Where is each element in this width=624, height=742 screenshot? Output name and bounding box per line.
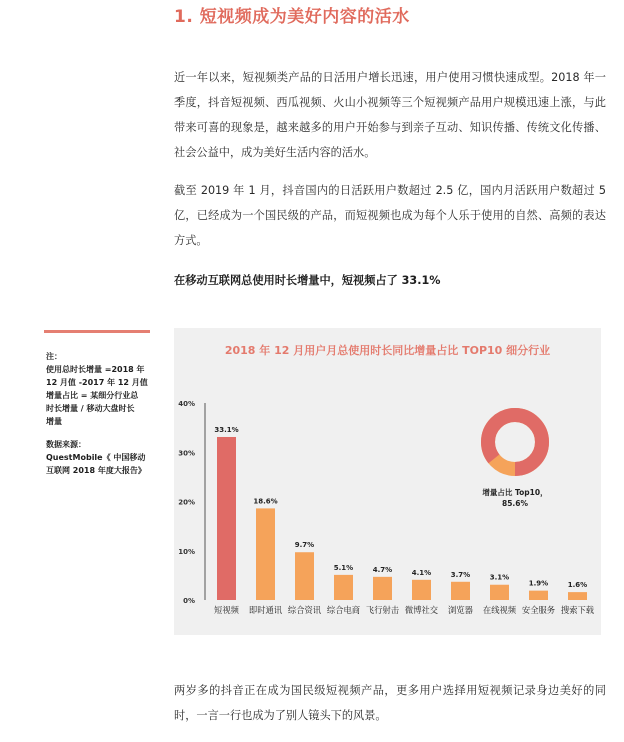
article-title: 1. 短视频成为美好内容的活水 — [174, 7, 410, 27]
closing-paragraph: 两岁多的抖音正在成为国民级短视频产品，更多用户选择用短视频记录身边美好的同时，一言一行也成为了别人镜头下的风景。 — [174, 684, 606, 722]
bar-value-label: 4.7% — [372, 565, 393, 574]
bar-chart — [174, 328, 601, 635]
y-tick-label: 0% — [183, 597, 195, 605]
bar-value-label: 4.1% — [411, 568, 432, 577]
bar-value-label: 1.6% — [567, 581, 588, 590]
bar-value-label: 1.9% — [528, 579, 549, 588]
x-tick-label: 综合资讯 — [287, 605, 322, 615]
x-tick-label: 安全服务 — [521, 605, 556, 615]
x-tick-label: 综合电商 — [326, 605, 361, 615]
bar-value-label: 5.1% — [333, 563, 354, 572]
bar-即时通讯 — [256, 508, 275, 600]
stats-paragraph: 截至 2019 年 1 月，抖音国内的日活跃用户数超过 2.5 亿，国内月活跃用户数超过 5 亿，已经成为一个国民级的产品，而短视频也成为每个人乐于使用的自然、高频的表达方式。 — [174, 184, 606, 247]
bar-综合电商 — [334, 575, 353, 600]
bar-飞行射击 — [373, 577, 392, 600]
y-tick-label: 10% — [178, 547, 195, 556]
bar-综合资讯 — [295, 552, 314, 600]
bar-浏览器 — [451, 582, 470, 600]
chart-footnote — [46, 350, 156, 477]
y-tick-label: 20% — [178, 498, 195, 507]
y-tick-label: 40% — [178, 400, 195, 408]
bar-搜索下载 — [568, 592, 587, 600]
donut-label: 增量占比 Top10， — [482, 488, 548, 497]
sidebar-divider — [44, 330, 150, 333]
x-tick-label: 短视频 — [214, 605, 239, 615]
note-text: 使用总时长增量 =2018 年 12 月值 -2017 年 12 月值 增量占比 = 某细分行业总 时长增量 / 移动大盘时长 增量 — [46, 365, 148, 426]
x-tick-label: 微博社交 — [404, 605, 439, 615]
chart-panel — [174, 328, 601, 635]
bar-微博社交 — [412, 580, 431, 600]
source-text: QuestMobile《 中国移动 互联网 2018 年度大报告》 — [46, 453, 146, 475]
bar-安全服务 — [529, 591, 548, 600]
bar-value-label: 3.7% — [450, 570, 471, 579]
y-tick-label: 30% — [178, 449, 195, 458]
donut-value-label: 85.6% — [501, 499, 529, 508]
intro-paragraph: 近一年以来，短视频类产品的日活用户增长迅速，用户使用习惯快速成型。2018 年一季度，抖音短视频、西瓜视频、火山小视频等三个短视频产品用户规模迅速上涨，与此带来可喜的现象是，越来越多的用户开始参与到亲子互动、知识传播、传统文化传播、社会公益中，成为美好生活内容的活水。 — [174, 71, 606, 159]
key-finding: 在移动互联网总使用时长增量中，短视频占了 33.1% — [174, 274, 441, 287]
x-tick-label: 在线视频 — [482, 605, 517, 615]
bar-value-label: 33.1% — [214, 425, 239, 434]
bar-value-label: 18.6% — [253, 497, 278, 506]
x-tick-label: 即时通讯 — [248, 605, 283, 615]
bar-value-label: 3.1% — [489, 573, 510, 582]
bar-在线视频 — [490, 585, 509, 600]
bar-短视频 — [217, 437, 236, 600]
x-tick-label: 搜索下载 — [560, 605, 595, 615]
x-tick-label: 浏览器 — [448, 605, 473, 615]
bar-value-label: 9.7% — [294, 541, 315, 550]
source-label: 数据来源： — [46, 440, 86, 449]
chart-title: 2018 年 12 月用户月总使用时长同比增量占比 TOP10 细分行业 — [224, 344, 551, 357]
note-label: 注： — [46, 352, 62, 361]
x-tick-label: 飞行射击 — [365, 605, 400, 615]
